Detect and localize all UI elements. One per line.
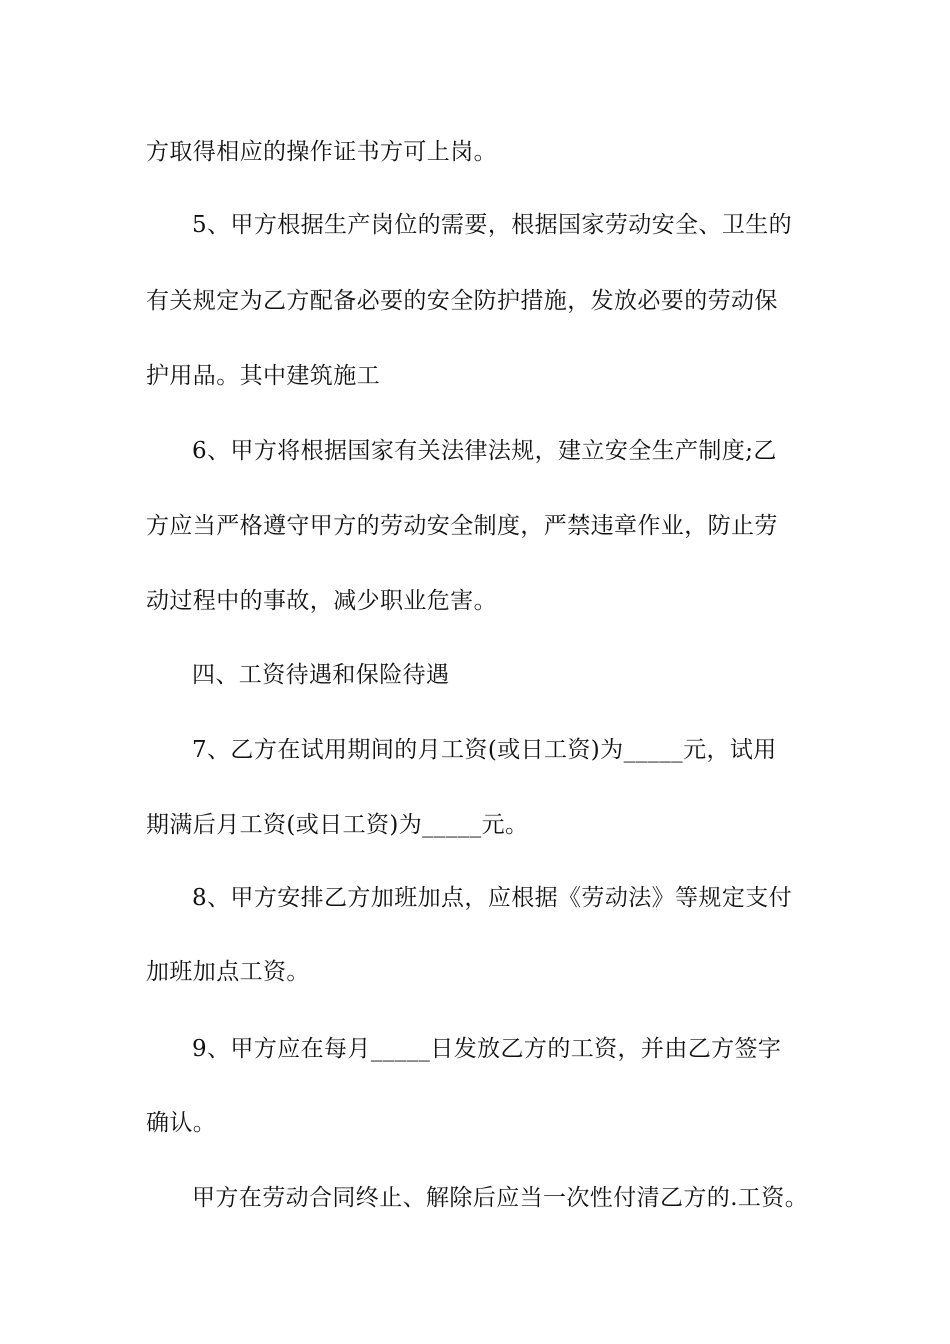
clause-6-line-1: 6、甲方将根据国家有关法律法规，建立安全生产制度;乙 <box>192 438 777 464</box>
text-line-1: 方取得相应的操作证书方可上岗。 <box>146 139 497 165</box>
clause-7-line-1: 7、乙方在试用期间的月工资(或日工资)为_____元，试用 <box>192 737 777 763</box>
clause-9-line-2: 确认。 <box>146 1110 217 1136</box>
clause-6-line-2: 方应当严格遵守甲方的劳动安全制度，严禁违章作业，防止劳 <box>146 513 778 539</box>
clause-8-line-1: 8、甲方安排乙方加班加点，应根据《劳动法》等规定支付 <box>192 885 793 911</box>
clause-8-line-2: 加班加点工资。 <box>146 959 310 985</box>
clause-7-line-2: 期满后月工资(或日工资)为_____元。 <box>146 812 529 838</box>
clause-9-line-1: 9、甲方应在每月_____日发放乙方的工资，并由乙方签字 <box>192 1036 782 1062</box>
clause-5-line-3: 护用品。其中建筑施工 <box>146 363 380 389</box>
clause-5-line-2: 有关规定为乙方配备必要的安全防护措施，发放必要的劳动保 <box>146 288 778 314</box>
section-heading-wages: 四、工资待遇和保险待遇 <box>192 662 450 688</box>
final-wage-paragraph: 甲方在劳动合同终止、解除后应当一次性付清乙方的.工资。 <box>192 1185 809 1211</box>
clause-5-line-1: 5、甲方根据生产岗位的需要，根据国家劳动安全、卫生的 <box>192 212 793 238</box>
clause-6-line-3: 动过程中的事故，减少职业危害。 <box>146 588 497 614</box>
